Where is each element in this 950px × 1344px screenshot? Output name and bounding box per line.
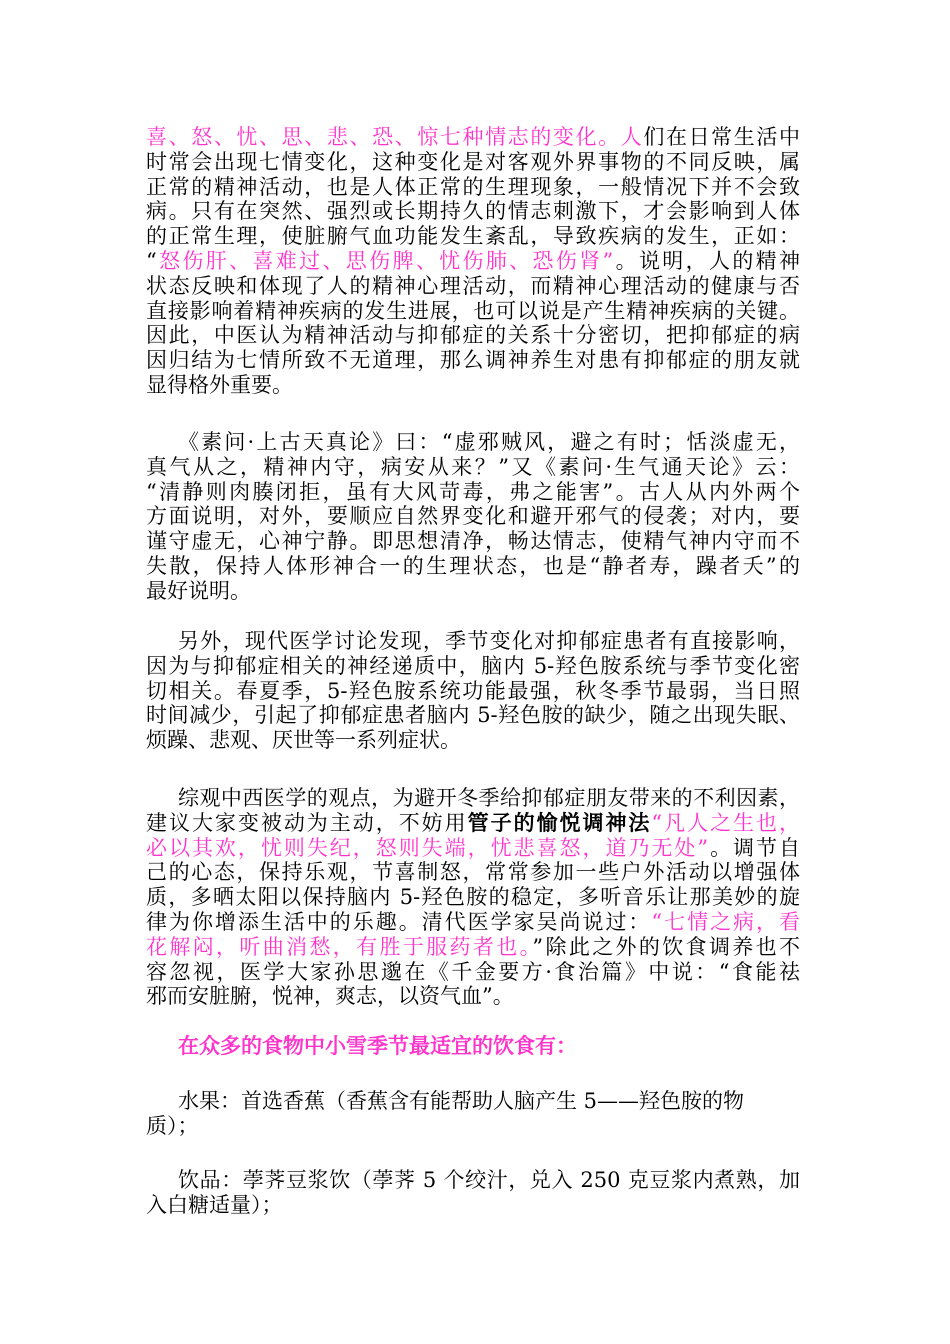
text-line: 状态反映和体现了人的精神心理活动，而精神心理活动的健康与否	[146, 273, 800, 298]
text-line: 真气从之，精神内守，病安从来？”又《素问·生气通天论》云：	[146, 454, 800, 479]
highlight-text: 怒伤肝、喜难过、思伤脾、忧伤肺、恐伤肾”	[156, 248, 614, 273]
text-line: 己的心态，保持乐观，节喜制怒，常常参加一些户外活动以增强体	[146, 860, 800, 885]
text-line: 因为与抑郁症相关的神经递质中，脑内 5-羟色胺系统与季节变化密	[146, 653, 800, 678]
text-line	[146, 935, 800, 960]
text-line: 最好说明。	[146, 578, 251, 603]
section-heading-block	[146, 1034, 800, 1059]
highlight-text: 花解闷，听曲消愁，有胜于服药者也。	[146, 934, 533, 959]
paragraph-suwen-quote	[146, 430, 800, 604]
text-segment: 律为你增添生活中的乐趣。清代医学家吴尚说过：	[146, 909, 652, 934]
highlight-text: 必以其欢，忧则失纪，怒则失端，忧悲喜怒，道乃无处”	[146, 835, 709, 860]
text-line: 入白糖适量）；	[146, 1192, 283, 1217]
emphasis-text: 管子的愉悦调神法	[467, 809, 652, 835]
text-line: 的正常生理，使脏腑气血功能发生紊乱，导致疾病的发生，正如：	[146, 224, 800, 249]
text-line: 正常的精神活动，也是人体正常的生理现象，一般情况下并不会致	[146, 174, 800, 199]
text-line: 容忽视，医学大家孙思邈在《千金要方·食治篇》中说：“食能祛	[146, 959, 800, 984]
text-line: 质，多晒太阳以保持脑内 5-羟色胺的稳定，多听音乐让那美妙的旋	[146, 885, 800, 910]
paragraph-regulating-spirit	[146, 786, 800, 1009]
paragraph-fruit	[146, 1089, 800, 1139]
highlight-text: “凡人之生也，	[651, 810, 800, 835]
section-heading: 在众多的食物中小雪季节最适宜的饮食有：	[178, 1033, 577, 1058]
text-line: 《素问·上古天真论》曰：“虚邪贼风，避之有时；恬淡虚无，	[178, 430, 800, 454]
text-line: 病。只有在突然、强烈或长期持久的情志刺激下，才会影响到人体	[146, 199, 800, 224]
text-line	[146, 836, 800, 861]
text-line: 邪而安脏腑，悦神，爽志，以资气血”。	[146, 984, 514, 1009]
text-line	[146, 910, 800, 935]
text-line	[146, 811, 800, 836]
text-line: 时常会出现七情变化，这种变化是对客观外界事物的不同反映，属	[146, 149, 800, 174]
paragraph-drink	[146, 1168, 800, 1218]
text-line	[146, 249, 800, 274]
text-line: 另外，现代医学讨论发现，季节变化对抑郁症患者有直接影响，	[178, 629, 800, 653]
text-line: 失散，保持人体形神合一的生理状态，也是“静者寿，躁者夭”的	[146, 553, 800, 578]
text-line: 烦躁、悲观、厌世等一系列症状。	[146, 728, 461, 753]
text-segment: 建议大家变被动为主动，不妨用	[146, 810, 468, 835]
text-segment: 们在日常生活中	[643, 125, 801, 149]
text-line	[146, 125, 800, 150]
text-line: 综观中西医学的观点，为避开冬季给抑郁症朋友带来的不利因素，	[178, 786, 800, 810]
highlight-text: “七情之病，看	[651, 909, 800, 934]
text-line: “清静则肉腠闭拒，虽有大风苛毒，弗之能害”。古人从内外两个	[146, 479, 800, 504]
text-line: 因此，中医认为精神活动与抑郁症的关系十分密切，把抑郁症的病	[146, 323, 800, 348]
text-line: 显得格外重要。	[146, 372, 293, 397]
text-segment: 。说明，人的精神	[613, 248, 800, 273]
text-segment: 。调节自	[708, 835, 801, 860]
text-line: 质）；	[146, 1113, 199, 1138]
text-segment: “	[146, 248, 157, 273]
paragraph-seasonal-serotonin	[146, 629, 800, 753]
highlight-text: 喜、怒、忧、思、悲、恐、惊七种情志的变化。人	[146, 125, 644, 149]
text-line: 切相关。春夏季，5-羟色胺系统功能最强，秋冬季节最弱，当日照	[146, 678, 800, 703]
text-line: 直接影响着精神疾病的发生进展，也可以说是产生精神疾病的关键。	[146, 298, 800, 323]
text-line: 因归结为七情所致不无道理，那么调神养生对患有抑郁症的朋友就	[146, 348, 800, 373]
text-line: 水果：首选香蕉（香蕉含有能帮助人脑产生 5——羟色胺的物	[178, 1089, 745, 1113]
paragraph-seven-emotions	[146, 125, 800, 398]
text-line: 饮品：荸荠豆浆饮（荸荠 5 个绞汁，兑入 250 克豆浆内煮熟，加	[178, 1168, 800, 1192]
text-line: 谨守虚无，心神宁静。即思想清净，畅达情志，使精气神内守而不	[146, 529, 800, 554]
text-line: 方面说明，对外，要顺应自然界变化和避开邪气的侵袭；对内，要	[146, 504, 800, 529]
text-segment: ”除此之外的饮食调养也不	[532, 934, 800, 959]
text-line: 时间减少，引起了抑郁症患者脑内 5-羟色胺的缺少，随之出现失眠、	[146, 703, 800, 728]
